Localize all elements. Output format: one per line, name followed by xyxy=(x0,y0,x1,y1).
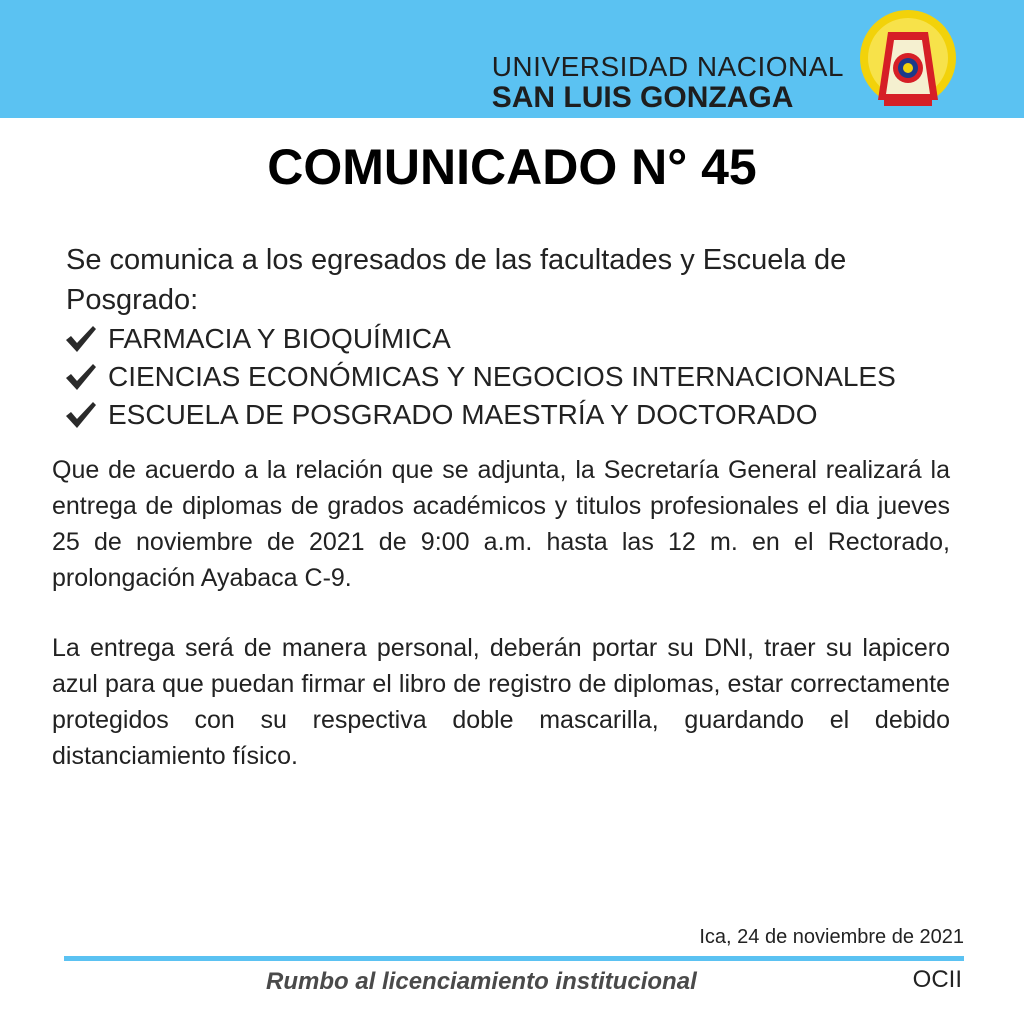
page-title: COMUNICADO N° 45 xyxy=(267,139,757,195)
list-item-label: FARMACIA Y BIOQUÍMICA xyxy=(108,323,451,354)
checkmark-icon xyxy=(64,400,98,430)
body-paragraph-schedule: Que de acuerdo a la relación que se adjunta, la Secretaría General realizará la entrega de diplomas de grados académicos y titulos profesionales el dia jueves 25 de noviembre de 2021 de 9:00 a.m. hasta las 12 m. en el Rectorado, prolongación Ayabaca C-9. xyxy=(52,456,950,592)
faculty-list xyxy=(64,320,896,434)
list-item-label: ESCUELA DE POSGRADO MAESTRÍA Y DOCTORADO xyxy=(108,399,818,430)
intro-text: Se comunica a los egresados de las facultades y Escuela de Posgrado: xyxy=(66,244,847,316)
list-item xyxy=(64,320,896,358)
body-paragraph-requirements: La entrega será de manera personal, deberán portar su DNI, traer su lapicero azul para que puedan firmar el libro de registro de diplomas, estar correctamente protegidos con su respectiva doble mascarilla, guardando el debido distanciamiento físico. xyxy=(52,634,950,770)
university-logo xyxy=(858,10,958,110)
university-name-line2: SAN LUIS GONZAGA xyxy=(491,81,794,114)
university-name-line1: UNIVERSIDAD NACIONAL xyxy=(491,51,844,82)
footer-slogan: Rumbo al licenciamiento institucional xyxy=(266,968,697,995)
list-item xyxy=(64,358,896,396)
university-name xyxy=(492,52,844,114)
issue-date: Ica, 24 de noviembre de 2021 xyxy=(699,926,964,948)
list-item xyxy=(64,396,896,434)
list-item-label: CIENCIAS ECONÓMICAS Y NEGOCIOS INTERNACIONALES xyxy=(108,361,896,392)
checkmark-icon xyxy=(64,362,98,392)
checkmark-icon xyxy=(64,324,98,354)
footer-divider xyxy=(64,956,964,961)
footer-department: OCII xyxy=(912,966,962,993)
